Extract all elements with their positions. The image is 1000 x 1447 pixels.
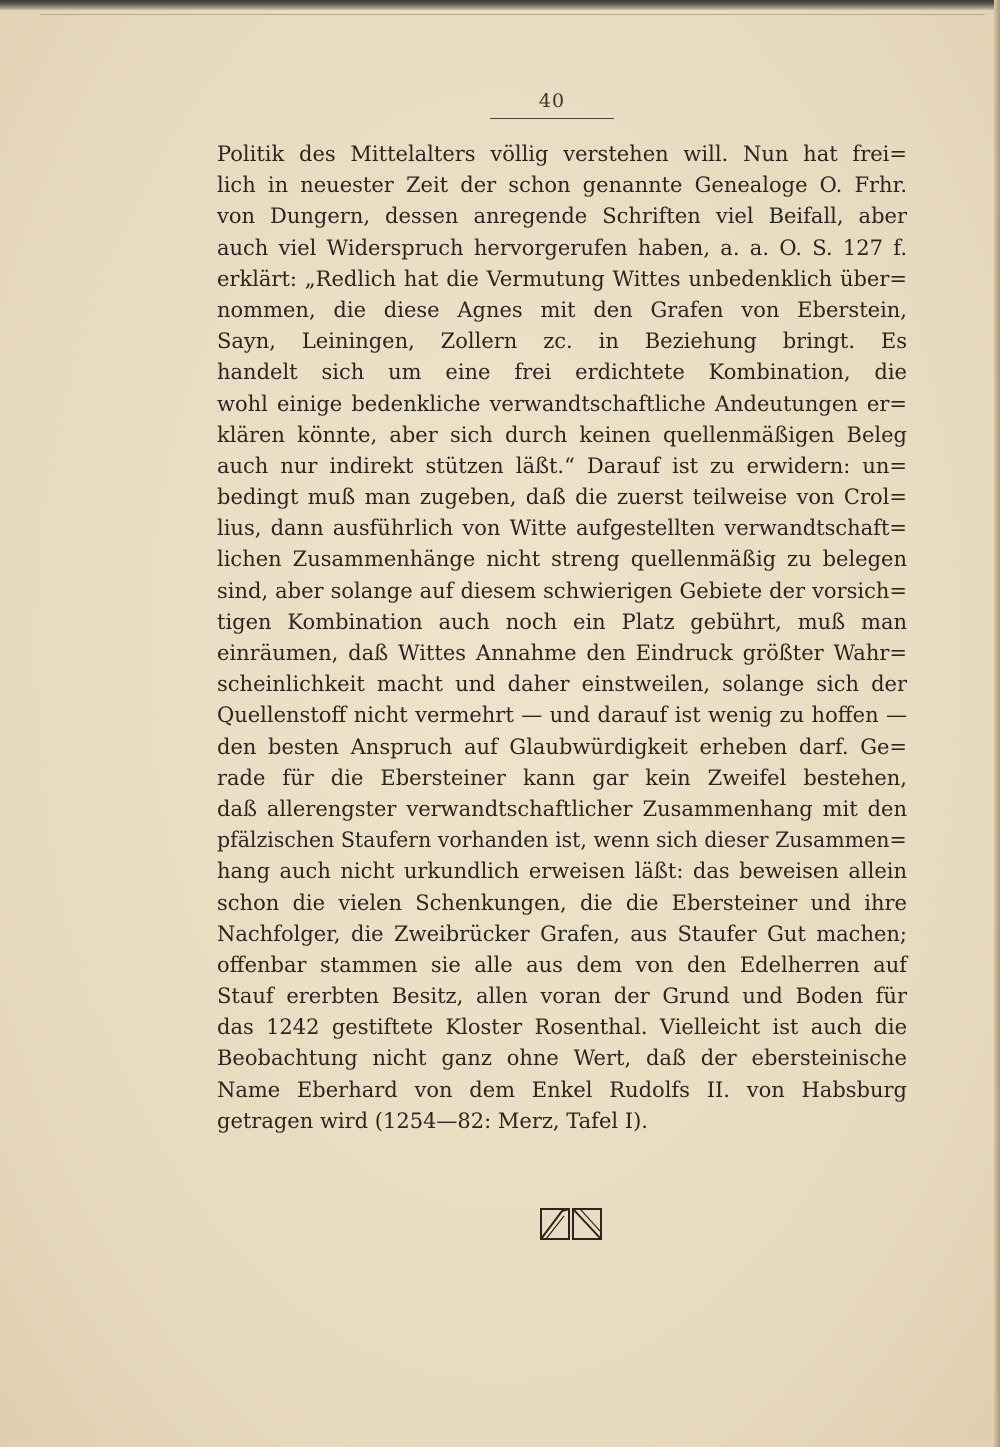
text-line: handelt sich um eine frei erdichtete Kombination, die [217, 360, 907, 385]
text-line: auch viel Widerspruch hervorgerufen haben, a. a. O. S. 127 f. [217, 235, 907, 260]
page-number-rule [490, 118, 614, 119]
page-top-rule [40, 14, 985, 15]
text-line: bedingt muß man zugeben, daß die zuerst teilweise von Crol= [217, 485, 907, 510]
text-line: lich in neuester Zeit der schon genannte Genealoge O. Frhr. [217, 173, 907, 198]
text-line: tigen Kombination auch noch ein Platz gebührt, muß man [217, 609, 907, 634]
text-line: auch nur indirekt stützen läßt.“ Darauf ist zu erwidern: un= [217, 453, 907, 478]
text-line: getragen wird (1254—82: Merz, Tafel I). [217, 1108, 648, 1133]
text-line: nommen, die diese Agnes mit den Grafen von Eberstein, [217, 297, 907, 322]
text-line: hang auch nicht urkundlich erweisen läßt: das beweisen allein [217, 859, 907, 884]
text-line: lichen Zusammenhänge nicht streng quellenmäßig zu belegen [217, 547, 907, 572]
page-top-edge [0, 0, 1000, 10]
text-line: Stauf ererbten Besitz, allen voran der Grund und Boden für [217, 984, 907, 1009]
text-line: erklärt: „Redlich hat die Vermutung Wittes unbedenklich über= [217, 266, 907, 291]
text-line: Politik des Mittelalters völlig verstehen will. Nun hat frei= [217, 142, 907, 166]
text-line: Name Eberhard von dem Enkel Rudolfs II. von Habsburg [217, 1077, 907, 1102]
text-line: schon die vielen Schenkungen, die die Ebersteiner und ihre [217, 890, 907, 915]
text-line: einräumen, daß Wittes Annahme den Eindruck größter Wahr= [217, 641, 907, 665]
text-line: lius, dann ausführlich von Witte aufgestellten verwandtschaft= [217, 516, 907, 541]
text-line: daß allerengster verwandtschaftlicher Zusammenhang mit den [217, 796, 907, 821]
text-line: Sayn, Leiningen, Zollern zc. in Beziehung bringt. Es [217, 329, 907, 354]
text-line: pfälzischen Staufern vorhanden ist, wenn sich dieser Zusammen= [217, 828, 907, 853]
text-line: wohl einige bedenkliche verwandtschaftliche Andeutungen er= [217, 391, 907, 416]
text-line: Quellenstoff nicht vermehrt — und darauf ist wenig zu hoffen — [217, 703, 907, 728]
text-line: rade für die Ebersteiner kann gar kein Zweifel bestehen, [217, 765, 907, 790]
text-line: Beobachtung nicht ganz ohne Wert, daß der ebersteinische [217, 1046, 907, 1071]
text-line: offenbar stammen sie alle aus dem von den Edelherren auf [217, 952, 907, 977]
end-ornament-icon [540, 1208, 602, 1240]
text-line: das 1242 gestiftete Kloster Rosenthal. Vielleicht ist auch die [217, 1015, 907, 1040]
page-right-edge [994, 0, 1000, 1447]
page-number: 40 [538, 90, 566, 112]
text-line: von Dungern, dessen anregende Schriften viel Beifall, aber [217, 204, 907, 229]
text-line: scheinlichkeit macht und daher einstweilen, solange sich der [217, 672, 907, 697]
text-line: sind, aber solange auf diesem schwierigen Gebiete der vorsich= [217, 578, 907, 603]
text-line: klären könnte, aber sich durch keinen quellenmäßigen Beleg [217, 422, 907, 447]
text-line: den besten Anspruch auf Glaubwürdigkeit erheben darf. Ge= [217, 734, 907, 759]
body-text [217, 139, 907, 1137]
text-line: Nachfolger, die Zweibrücker Grafen, aus Staufer Gut machen; [217, 921, 907, 946]
